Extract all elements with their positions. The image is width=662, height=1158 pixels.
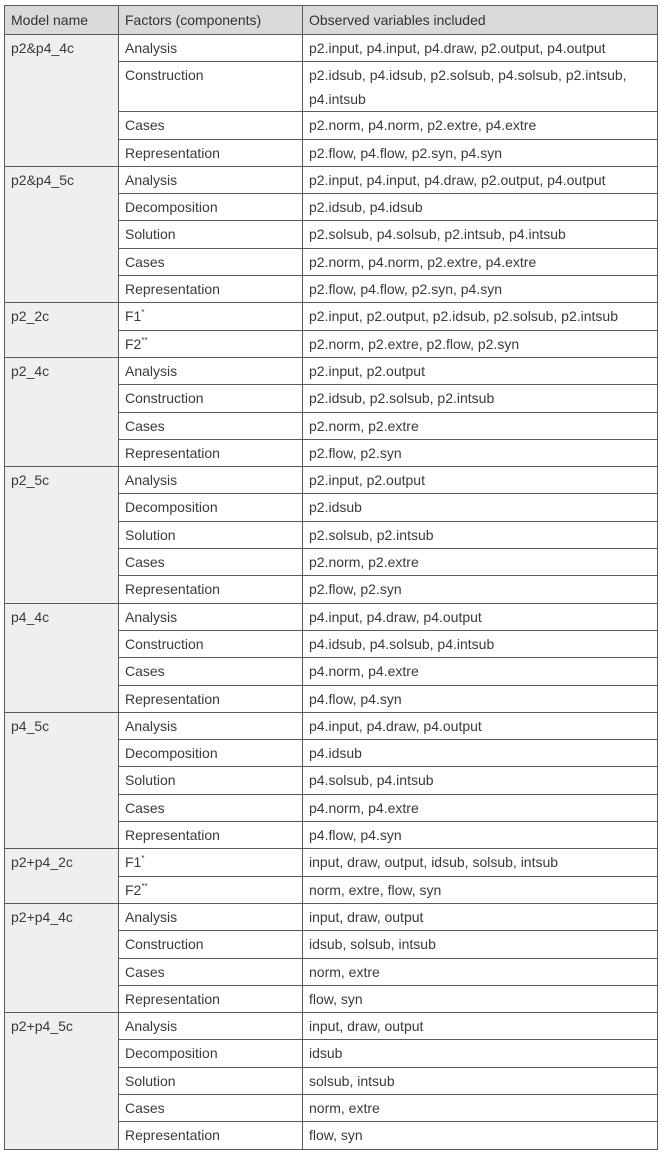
observed-variables-cell: solsub, intsub: [303, 1067, 658, 1094]
observed-variables-cell: p2.norm, p2.extre: [303, 412, 658, 439]
observed-variables-cell: p2.idsub: [303, 494, 658, 521]
factor-cell: [119, 35, 303, 62]
observed-variables-cell: p2.flow, p4.flow, p2.syn, p4.syn: [303, 139, 658, 166]
factor-label: Construction: [125, 390, 204, 407]
observed-variables-cell: input, draw, output, idsub, solsub, intsub: [303, 849, 658, 876]
factor-label: F2: [125, 335, 142, 352]
factor-cell: [119, 685, 303, 712]
factor-label: Solution: [125, 226, 176, 243]
factor-label: Representation: [125, 690, 220, 707]
table-row: [5, 166, 658, 193]
model-name-cell: p2+p4_2c: [5, 849, 119, 904]
factor-label: Analysis: [125, 608, 178, 625]
factor-label: Representation: [125, 144, 220, 161]
factor-label: Analysis: [125, 1018, 178, 1035]
factor-label: Solution: [125, 772, 176, 789]
factor-cell: [119, 1040, 303, 1067]
factor-label: Decomposition: [125, 745, 218, 762]
factor-label: Cases: [125, 663, 165, 680]
observed-variables-cell: norm, extre: [303, 1094, 658, 1121]
factor-cell: [119, 494, 303, 521]
model-name-cell: p2_2c: [5, 303, 119, 358]
observed-variables-cell: p2.idsub, p2.solsub, p2.intsub: [303, 385, 658, 412]
factor-cell: [119, 139, 303, 166]
observed-variables-cell: input, draw, output: [303, 1013, 658, 1040]
factor-label: F1: [125, 854, 142, 871]
observed-variables-cell: p2.norm, p4.norm, p2.extre, p4.extre: [303, 248, 658, 275]
factor-label: Analysis: [125, 171, 178, 188]
observed-variables-cell: p4.flow, p4.syn: [303, 822, 658, 849]
header-observed-variables: Observed variables included: [303, 6, 658, 35]
factor-cell: [119, 357, 303, 384]
factor-label: Representation: [125, 1127, 220, 1144]
observed-variables-cell: p2.flow, p2.syn: [303, 576, 658, 603]
footnote-marker: **: [141, 881, 148, 891]
footnote-marker: **: [141, 335, 148, 345]
factor-label: Cases: [125, 1099, 165, 1116]
factor-cell: [119, 822, 303, 849]
model-name-cell: p4_4c: [5, 603, 119, 712]
table-row: [5, 357, 658, 384]
model-name-cell: p2+p4_5c: [5, 1013, 119, 1149]
model-name-cell: p2_5c: [5, 467, 119, 603]
factor-cell: [119, 412, 303, 439]
factor-label: Analysis: [125, 717, 178, 734]
table-row: [5, 467, 658, 494]
table-row: [5, 712, 658, 739]
factor-label: Representation: [125, 444, 220, 461]
factor-label: Cases: [125, 253, 165, 270]
model-name-cell: p2&p4_5c: [5, 166, 119, 302]
observed-variables-cell: p4.norm, p4.extre: [303, 658, 658, 685]
table-row: [5, 849, 658, 876]
table-row: [5, 303, 658, 330]
factor-cell: [119, 740, 303, 767]
factor-cell: [119, 194, 303, 221]
factor-label: Solution: [125, 1072, 176, 1089]
footnote-marker: *: [141, 854, 145, 864]
factor-cell: [119, 931, 303, 958]
observed-variables-cell: p4.input, p4.draw, p4.output: [303, 603, 658, 630]
factor-label: Representation: [125, 281, 220, 298]
factor-label: F1: [125, 308, 142, 325]
observed-variables-cell: norm, extre: [303, 958, 658, 985]
factor-cell: [119, 712, 303, 739]
header-row: [5, 6, 658, 35]
observed-variables-cell: p2.norm, p4.norm, p2.extre, p4.extre: [303, 112, 658, 139]
factor-cell: [119, 985, 303, 1012]
factor-cell: [119, 112, 303, 139]
observed-variables-cell: p4.idsub: [303, 740, 658, 767]
factor-cell: [119, 549, 303, 576]
factor-label: Analysis: [125, 472, 178, 489]
factor-label: Decomposition: [125, 1045, 218, 1062]
observed-variables-cell: p2.solsub, p2.intsub: [303, 521, 658, 548]
factor-cell: [119, 849, 303, 876]
observed-variables-cell: p2.input, p2.output, p2.idsub, p2.solsub, p2.intsub: [303, 303, 658, 330]
factor-label: Solution: [125, 526, 176, 543]
observed-variables-cell: flow, syn: [303, 985, 658, 1012]
model-name-cell: p2_4c: [5, 357, 119, 466]
observed-variables-cell: p2.idsub, p4.idsub, p2.solsub, p4.solsub, p2.intsub, p4.intsub: [303, 62, 658, 112]
factor-cell: [119, 439, 303, 466]
header-model-name: Model name: [5, 6, 119, 35]
factor-cell: [119, 794, 303, 821]
factor-label: Analysis: [125, 362, 178, 379]
factor-label: Construction: [125, 936, 204, 953]
table-row: [5, 1013, 658, 1040]
factor-label: Representation: [125, 990, 220, 1007]
observed-variables-cell: input, draw, output: [303, 903, 658, 930]
factor-cell: [119, 62, 303, 112]
model-name-cell: p2+p4_4c: [5, 903, 119, 1012]
factor-cell: [119, 903, 303, 930]
table-body: [5, 35, 658, 1150]
observed-variables-cell: p2.solsub, p4.solsub, p2.intsub, p4.intsub: [303, 221, 658, 248]
factor-label: Cases: [125, 117, 165, 134]
model-name-cell: p4_5c: [5, 712, 119, 848]
observed-variables-cell: p4.solsub, p4.intsub: [303, 767, 658, 794]
observed-variables-cell: p2.idsub, p4.idsub: [303, 194, 658, 221]
factor-cell: [119, 1122, 303, 1149]
factor-cell: [119, 248, 303, 275]
factor-cell: [119, 166, 303, 193]
observed-variables-cell: p4.input, p4.draw, p4.output: [303, 712, 658, 739]
factor-cell: [119, 576, 303, 603]
model-factors-table: [4, 5, 658, 1150]
factor-cell: [119, 221, 303, 248]
factor-label: Cases: [125, 799, 165, 816]
factor-label: Cases: [125, 417, 165, 434]
table-row: [5, 903, 658, 930]
factor-cell: [119, 1067, 303, 1094]
factor-label: Decomposition: [125, 199, 218, 216]
observed-variables-cell: p4.flow, p4.syn: [303, 685, 658, 712]
table-row: [5, 35, 658, 62]
factor-label: Analysis: [125, 40, 178, 56]
factor-cell: [119, 876, 303, 903]
observed-variables-cell: p2.flow, p2.syn: [303, 439, 658, 466]
factor-label: Cases: [125, 554, 165, 571]
model-name-cell: p2&p4_4c: [5, 35, 119, 167]
observed-variables-cell: p2.input, p2.output: [303, 357, 658, 384]
factor-cell: [119, 467, 303, 494]
factor-label: F2: [125, 881, 142, 898]
factor-label: Representation: [125, 827, 220, 844]
factor-cell: [119, 658, 303, 685]
table-row: [5, 603, 658, 630]
factor-label: Analysis: [125, 908, 178, 925]
observed-variables-cell: flow, syn: [303, 1122, 658, 1149]
factor-cell: [119, 630, 303, 657]
observed-variables-cell: p2.flow, p4.flow, p2.syn, p4.syn: [303, 276, 658, 303]
factor-label: Construction: [125, 635, 204, 652]
observed-variables-cell: p2.input, p2.output: [303, 467, 658, 494]
observed-variables-cell: p2.norm, p2.extre: [303, 549, 658, 576]
factor-cell: [119, 603, 303, 630]
factor-cell: [119, 1013, 303, 1040]
factor-cell: [119, 385, 303, 412]
observed-variables-cell: p4.idsub, p4.solsub, p4.intsub: [303, 630, 658, 657]
observed-variables-cell: norm, extre, flow, syn: [303, 876, 658, 903]
factor-label: Decomposition: [125, 499, 218, 516]
footnote-marker: *: [141, 308, 145, 318]
header-factors: Factors (components): [119, 6, 303, 35]
factor-label: Representation: [125, 581, 220, 598]
observed-variables-cell: idsub, solsub, intsub: [303, 931, 658, 958]
observed-variables-cell: p4.norm, p4.extre: [303, 794, 658, 821]
factor-label: Cases: [125, 963, 165, 980]
factor-cell: [119, 521, 303, 548]
factor-cell: [119, 767, 303, 794]
factor-cell: [119, 958, 303, 985]
factor-cell: [119, 303, 303, 330]
observed-variables-cell: p2.input, p4.input, p4.draw, p2.output, p4.output: [303, 35, 658, 62]
factor-cell: [119, 330, 303, 357]
observed-variables-cell: p2.norm, p2.extre, p2.flow, p2.syn: [303, 330, 658, 357]
factor-cell: [119, 276, 303, 303]
observed-variables-cell: p2.input, p4.input, p4.draw, p2.output, p4.output: [303, 166, 658, 193]
factor-label: Construction: [125, 67, 204, 84]
observed-variables-cell: idsub: [303, 1040, 658, 1067]
factor-cell: [119, 1094, 303, 1121]
